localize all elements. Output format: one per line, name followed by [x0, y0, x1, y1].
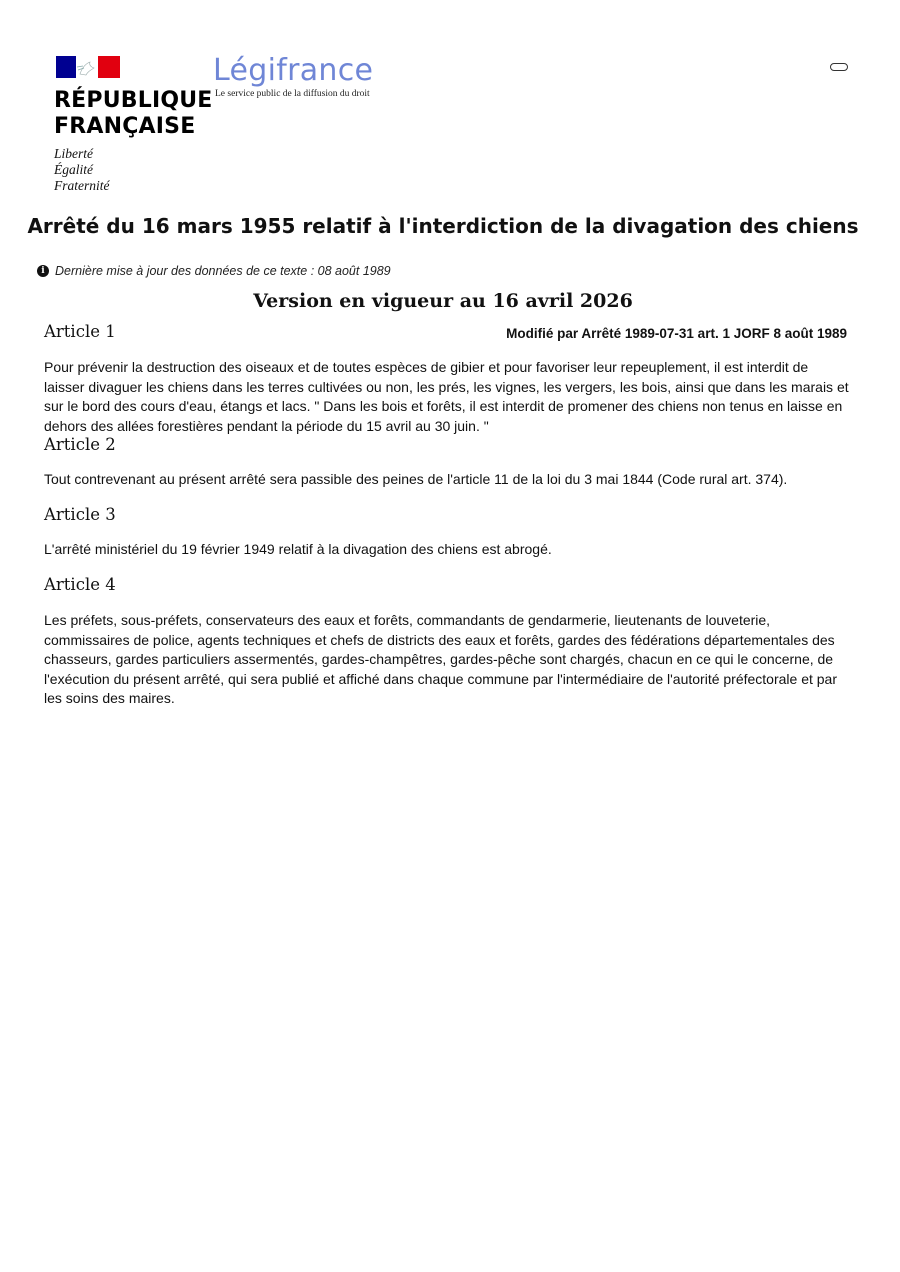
version-heading: Version en vigueur au 16 avril 2026	[253, 290, 633, 312]
article-3-body: L'arrêté ministériel du 19 février 1949 relatif à la divagation des chiens est abrogé.	[44, 541, 552, 557]
republique-francaise-text	[54, 88, 214, 140]
motto-egalite: Égalité	[54, 162, 93, 177]
brand-name: Légifrance	[213, 53, 374, 88]
republic-motto	[54, 146, 214, 194]
republic-line-2: FRANÇAISE	[54, 114, 196, 139]
article-4-heading: Article 4	[44, 575, 116, 594]
document-title: Arrêté du 16 mars 1955 relatif à l'interdiction de la divagation des chiens	[27, 214, 859, 238]
last-update-text: Dernière mise à jour des données de ce texte : 08 août 1989	[55, 264, 391, 278]
last-update-note	[37, 264, 391, 278]
article-1-heading: Article 1	[44, 322, 116, 341]
article-2-heading: Article 2	[44, 435, 116, 454]
republic-line-1: RÉPUBLIQUE	[54, 88, 213, 113]
marianne-flag-icon	[56, 56, 120, 78]
menu-pill-icon[interactable]	[830, 63, 848, 71]
legifrance-logo[interactable]	[213, 54, 373, 99]
motto-fraternite: Fraternité	[54, 178, 110, 193]
motto-liberte: Liberté	[54, 146, 93, 161]
article-1-modification-link[interactable]: Modifié par Arrêté 1989-07-31 art. 1 JORF 8 août 1989	[506, 326, 847, 341]
info-circle-icon: i	[37, 265, 49, 277]
article-4-body: Les préfets, sous-préfets, conservateurs des eaux et forêts, commandants de gendarmerie, lieutenants de louveterie, commissaires de police, agents techniques et chefs de districts des eaux et forêts, gardes des fédérations départementales des chasseurs, gardes particuliers assermentés, gardes-champêtres, gardes-pêche sont chargés, chacun en ce qui le concerne, de l'exécution du présent arrêté, qui sera publié et affiché dans chaque commune par l'intermédiaire de l'autorité préfectorale et par les soins des maires.	[44, 612, 838, 706]
article-2-body: Tout contrevenant au présent arrêté sera passible des peines de l'article 11 de la loi du 3 mai 1844 (Code rural art. 374).	[44, 471, 788, 487]
brand-tagline: Le service public de la diffusion du droit	[215, 89, 370, 99]
republique-francaise-logo	[54, 56, 214, 194]
article-1-body: Pour prévenir la destruction des oiseaux et de toutes espèces de gibier et pour favoriser leur repeuplement, il est interdit de laisser divaguer les chiens dans les terres cultivées ou non, les prés, les vignes, les vergers, les bois, ainsi que dans les marais et sur le bord des cours d'eau, étangs et lacs. " Dans les bois et forêts, il est interdit de promener des chiens non tenus en laisse en dehors des allées forestières pendant la période du 15 avril au 30 juin. "	[44, 359, 849, 434]
article-3-heading: Article 3	[44, 505, 116, 524]
